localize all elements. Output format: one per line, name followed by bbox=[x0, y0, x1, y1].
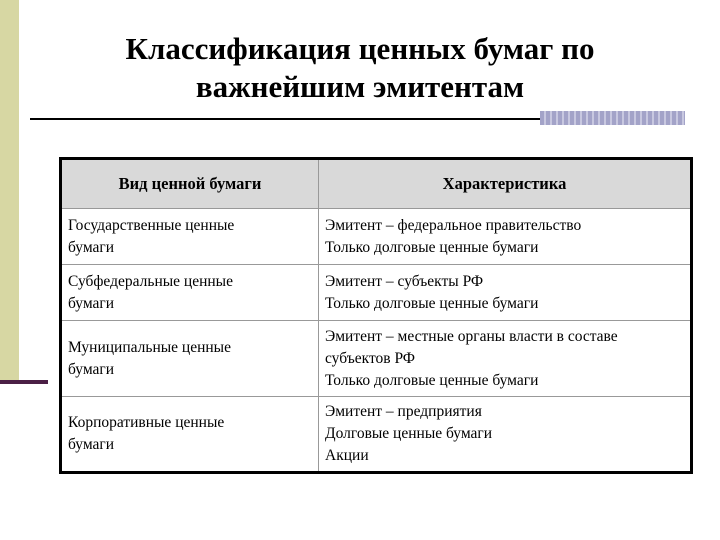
title-line-2: важнейшим эмитентам bbox=[195, 69, 525, 104]
cell-line: Муниципальные ценные bbox=[68, 338, 231, 356]
cell-line: Эмитент – предприятия bbox=[325, 403, 482, 420]
cell-line: субъектов РФ bbox=[325, 349, 416, 367]
characteristic-cell bbox=[319, 397, 692, 473]
divider-accent bbox=[540, 111, 685, 125]
cell-line: Эмитент – местные органы власти в составе bbox=[325, 327, 618, 345]
header-security-type: Вид ценной бумаги bbox=[61, 159, 319, 209]
left-decor-line bbox=[0, 380, 48, 384]
left-decor-bar bbox=[0, 0, 19, 384]
characteristic-cell bbox=[319, 265, 692, 321]
cell-line: Только долговые ценные бумаги bbox=[325, 238, 539, 256]
cell-line: Корпоративные ценные bbox=[68, 414, 225, 431]
slide-title bbox=[60, 30, 660, 106]
security-type-cell bbox=[61, 397, 319, 473]
characteristic-cell bbox=[319, 209, 692, 265]
table-row bbox=[61, 265, 692, 321]
cell-line: Только долговые ценные бумаги bbox=[325, 371, 539, 389]
cell-line: Государственные ценные bbox=[68, 216, 235, 234]
cell-line: Долговые ценные бумаги bbox=[325, 425, 493, 442]
cell-line: бумаги bbox=[68, 238, 115, 256]
table-header-row bbox=[61, 159, 692, 209]
cell-line: Эмитент – федеральное правительство bbox=[325, 216, 582, 234]
title-line-1: Классификация ценных бумаг по bbox=[125, 31, 595, 66]
cell-line: бумаги bbox=[68, 436, 115, 453]
table-row bbox=[61, 209, 692, 265]
security-type-cell bbox=[61, 209, 319, 265]
classification-table bbox=[59, 157, 693, 474]
cell-line: Эмитент – субъекты РФ bbox=[325, 272, 484, 290]
cell-line: бумаги bbox=[68, 360, 115, 378]
table-row bbox=[61, 397, 692, 473]
security-type-cell bbox=[61, 321, 319, 397]
table-row bbox=[61, 321, 692, 397]
cell-line: Акции bbox=[325, 447, 369, 464]
characteristic-cell bbox=[319, 321, 692, 397]
cell-line: Только долговые ценные бумаги bbox=[325, 294, 539, 312]
cell-line: бумаги bbox=[68, 294, 115, 312]
security-type-cell bbox=[61, 265, 319, 321]
header-characteristic: Характеристика bbox=[319, 159, 692, 209]
cell-line: Субфедеральные ценные bbox=[68, 272, 233, 290]
